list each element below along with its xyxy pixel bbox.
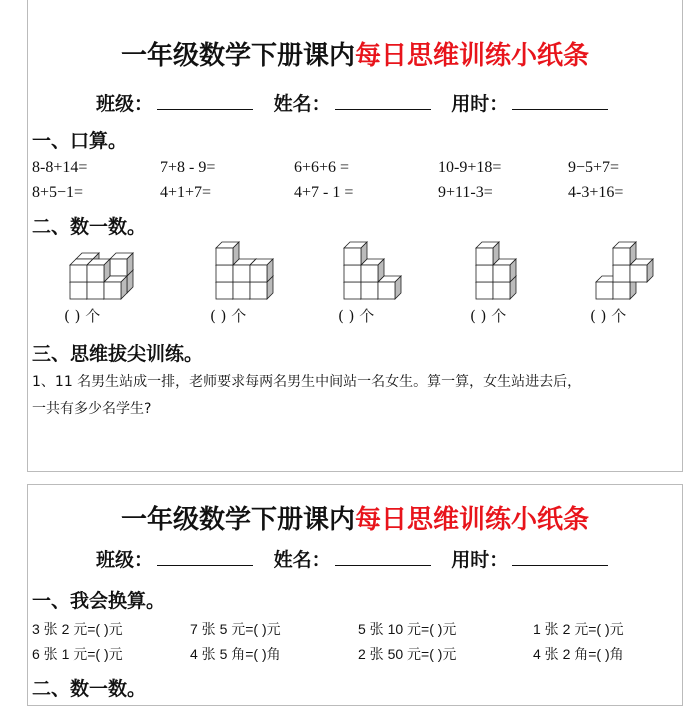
cube <box>250 259 273 282</box>
arithmetic-problem: 4+1+7= <box>160 184 212 201</box>
count-answer[interactable]: ( ) 个 <box>64 307 101 325</box>
name-label: 姓名： <box>273 549 331 571</box>
conversion-problem: 6 张 1 元=( )元 <box>32 646 123 662</box>
section-heading: 三、思维拔尖训练。 <box>32 343 204 365</box>
conversion-problem: 1 张 2 元=( )元 <box>533 621 624 637</box>
time-blank[interactable] <box>512 91 608 110</box>
conversion-problem: 4 张 5 角=( )角 <box>190 646 281 662</box>
cube <box>344 242 367 265</box>
class-label: 班级： <box>96 93 154 115</box>
cube <box>378 276 401 299</box>
section-heading: 一、我会换算。 <box>32 590 166 612</box>
cube-stack-figure <box>474 235 554 307</box>
conversion-problem: 2 张 50 元=( )元 <box>358 646 457 662</box>
count-answer[interactable]: ( ) 个 <box>210 307 247 325</box>
worksheet-title <box>28 35 682 72</box>
conversion-problem: 5 张 10 元=( )元 <box>358 621 457 637</box>
count-answer[interactable]: ( ) 个 <box>338 307 375 325</box>
title-black: 一年级数学下册课内 <box>120 41 355 71</box>
worksheet-title <box>28 499 682 536</box>
worksheet-2 <box>27 484 683 706</box>
cube <box>613 242 636 265</box>
problem-text: 一共有多少名学生? <box>32 401 152 417</box>
arithmetic-problem: 10-9+18= <box>438 159 502 176</box>
cube <box>110 253 133 276</box>
arithmetic-problem: 6+6+6 = <box>294 159 350 176</box>
cube-stack-figure <box>214 235 294 307</box>
time-label: 用时： <box>451 93 509 115</box>
count-answer[interactable]: ( ) 个 <box>590 307 627 325</box>
cube <box>104 276 127 299</box>
time-blank[interactable] <box>512 547 608 566</box>
arithmetic-problem: 9−5+7= <box>568 159 620 176</box>
section-heading: 一、口算。 <box>32 130 128 152</box>
conversion-problem: 3 张 2 元=( )元 <box>32 621 123 637</box>
time-label: 用时： <box>451 549 509 571</box>
worksheet-1 <box>27 0 683 472</box>
problem-text: 1、11 名男生站成一排，老师要求每两名男生中间站一名女生。算一算，女生站进去后， <box>32 374 582 390</box>
class-label: 班级： <box>96 549 154 571</box>
name-blank[interactable] <box>335 91 431 110</box>
conversion-problem: 7 张 5 元=( )元 <box>190 621 281 637</box>
name-label: 姓名： <box>273 93 331 115</box>
cube <box>630 259 653 282</box>
class-blank[interactable] <box>157 547 253 566</box>
cube <box>493 259 516 282</box>
cube <box>216 242 239 265</box>
name-blank[interactable] <box>335 547 431 566</box>
cube <box>87 259 110 282</box>
conversion-problem: 4 张 2 角=( )角 <box>533 646 624 662</box>
arithmetic-problem: 8+5−1= <box>32 184 84 201</box>
count-answer[interactable]: ( ) 个 <box>470 307 507 325</box>
cube-stack-figure <box>68 235 148 307</box>
title-red: 每日思维训练小纸条 <box>355 505 590 535</box>
arithmetic-problem: 4-3+16= <box>568 184 624 201</box>
arithmetic-problem: 4+7 - 1 = <box>294 184 354 201</box>
student-fields <box>96 89 622 116</box>
arithmetic-problem: 7+8 - 9= <box>160 159 216 176</box>
arithmetic-problem: 8-8+14= <box>32 159 88 176</box>
student-fields <box>96 545 622 572</box>
cube <box>476 242 499 265</box>
cube-stack-figure <box>342 235 422 307</box>
title-red: 每日思维训练小纸条 <box>355 41 590 71</box>
cube <box>361 259 384 282</box>
title-black: 一年级数学下册课内 <box>120 505 355 535</box>
arithmetic-problem: 9+11-3= <box>438 184 493 201</box>
section-heading: 二、数一数。 <box>32 216 147 238</box>
section-heading: 二、数一数。 <box>32 678 147 700</box>
cube-stack-figure <box>594 235 674 307</box>
class-blank[interactable] <box>157 91 253 110</box>
